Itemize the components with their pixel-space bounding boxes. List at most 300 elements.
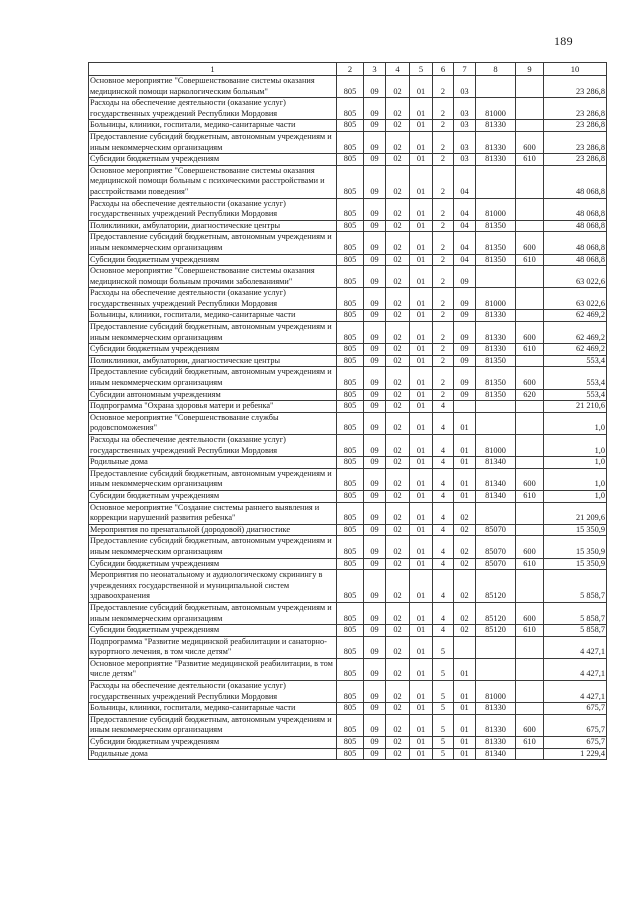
- table-row: [89, 288, 607, 310]
- cell-subsection-code: 02: [386, 288, 410, 310]
- cell-expense-type-code: [516, 120, 544, 132]
- cell-activity-code: 01: [454, 714, 476, 736]
- cell-admin-code: 805: [337, 310, 364, 322]
- cell-section-code: 09: [364, 558, 386, 570]
- cell-program-code: 01: [410, 457, 433, 469]
- cell-amount: 62 469,2: [544, 310, 607, 322]
- cell-row-name: Мероприятия по неонатальному и аудиологическому скринингу в учреждениях государственной и муниципальной систем здравоохранения: [89, 570, 337, 603]
- cell-admin-code: 805: [337, 232, 364, 254]
- cell-subsection-code: 02: [386, 198, 410, 220]
- column-header: 7: [454, 63, 476, 76]
- cell-subsection-code: 02: [386, 412, 410, 434]
- cell-amount: 63 022,6: [544, 266, 607, 288]
- cell-direction-code: 81000: [476, 435, 516, 457]
- cell-direction-code: 81330: [476, 714, 516, 736]
- cell-activity-code: 09: [454, 344, 476, 356]
- cell-program-code: 01: [410, 412, 433, 434]
- cell-activity-code: 09: [454, 367, 476, 389]
- cell-expense-type-code: 600: [516, 322, 544, 344]
- cell-section-code: 09: [364, 524, 386, 536]
- cell-amount: 23 286,8: [544, 76, 607, 98]
- cell-program-code: 01: [410, 490, 433, 502]
- cell-section-code: 09: [364, 310, 386, 322]
- cell-expense-type-code: 610: [516, 154, 544, 166]
- cell-subsection-code: 02: [386, 131, 410, 153]
- cell-row-name: Предоставление субсидий бюджетным, автономным учреждениям и иным некоммерческим организациям: [89, 602, 337, 624]
- cell-subprogram-code: 2: [433, 288, 454, 310]
- table-row: [89, 536, 607, 558]
- cell-amount: 1,0: [544, 490, 607, 502]
- cell-subsection-code: 02: [386, 344, 410, 356]
- cell-subsection-code: 02: [386, 536, 410, 558]
- cell-amount: 23 286,8: [544, 154, 607, 166]
- cell-subsection-code: 02: [386, 98, 410, 120]
- cell-expense-type-code: [516, 457, 544, 469]
- cell-subsection-code: 02: [386, 232, 410, 254]
- cell-direction-code: 85070: [476, 536, 516, 558]
- cell-subsection-code: 02: [386, 220, 410, 232]
- column-header: 3: [364, 63, 386, 76]
- cell-section-code: 09: [364, 198, 386, 220]
- cell-subprogram-code: 5: [433, 681, 454, 703]
- table-row: [89, 570, 607, 603]
- cell-subsection-code: 02: [386, 602, 410, 624]
- cell-direction-code: 81350: [476, 389, 516, 401]
- cell-section-code: 09: [364, 220, 386, 232]
- cell-subprogram-code: 2: [433, 76, 454, 98]
- cell-subprogram-code: 5: [433, 636, 454, 658]
- cell-program-code: 01: [410, 602, 433, 624]
- cell-expense-type-code: 610: [516, 558, 544, 570]
- cell-direction-code: 81350: [476, 220, 516, 232]
- cell-expense-type-code: 610: [516, 254, 544, 266]
- cell-subsection-code: 02: [386, 154, 410, 166]
- cell-row-name: Больницы, клиники, госпитали, медико-санитарные части: [89, 703, 337, 715]
- cell-row-name: Предоставление субсидий бюджетным, автономным учреждениям и иным некоммерческим организациям: [89, 536, 337, 558]
- table-header-row: [89, 63, 607, 76]
- cell-row-name: Расходы на обеспечение деятельности (оказание услуг) государственных учреждений Республики Мордовия: [89, 98, 337, 120]
- cell-section-code: 09: [364, 322, 386, 344]
- cell-section-code: 09: [364, 681, 386, 703]
- cell-subsection-code: 02: [386, 389, 410, 401]
- cell-section-code: 09: [364, 703, 386, 715]
- cell-subprogram-code: 4: [433, 468, 454, 490]
- cell-direction-code: 81350: [476, 367, 516, 389]
- cell-admin-code: 805: [337, 154, 364, 166]
- cell-direction-code: 81000: [476, 98, 516, 120]
- cell-amount: 5 858,7: [544, 602, 607, 624]
- cell-subprogram-code: 2: [433, 232, 454, 254]
- cell-direction-code: 81330: [476, 131, 516, 153]
- cell-program-code: 01: [410, 220, 433, 232]
- cell-program-code: 01: [410, 198, 433, 220]
- cell-amount: 63 022,6: [544, 288, 607, 310]
- cell-direction-code: 81330: [476, 703, 516, 715]
- cell-subsection-code: 02: [386, 703, 410, 715]
- cell-row-name: Субсидии бюджетным учреждениям: [89, 737, 337, 749]
- cell-section-code: 09: [364, 536, 386, 558]
- table-row: [89, 76, 607, 98]
- table-row: [89, 220, 607, 232]
- cell-subprogram-code: 2: [433, 344, 454, 356]
- cell-expense-type-code: [516, 524, 544, 536]
- cell-subprogram-code: 4: [433, 625, 454, 637]
- table-row: [89, 310, 607, 322]
- cell-section-code: 09: [364, 120, 386, 132]
- column-header: 4: [386, 63, 410, 76]
- cell-subprogram-code: 2: [433, 165, 454, 198]
- cell-expense-type-code: 610: [516, 344, 544, 356]
- cell-section-code: 09: [364, 748, 386, 760]
- cell-expense-type-code: [516, 98, 544, 120]
- table-row: [89, 558, 607, 570]
- cell-direction-code: [476, 266, 516, 288]
- cell-subsection-code: 02: [386, 558, 410, 570]
- cell-amount: 48 068,8: [544, 220, 607, 232]
- cell-subprogram-code: 4: [433, 435, 454, 457]
- cell-expense-type-code: 610: [516, 625, 544, 637]
- cell-expense-type-code: 620: [516, 389, 544, 401]
- cell-row-name: Расходы на обеспечение деятельности (оказание услуг) государственных учреждений Республики Мордовия: [89, 198, 337, 220]
- table-row: [89, 198, 607, 220]
- cell-activity-code: [454, 636, 476, 658]
- cell-program-code: 01: [410, 570, 433, 603]
- cell-admin-code: 805: [337, 367, 364, 389]
- cell-subsection-code: 02: [386, 322, 410, 344]
- cell-subsection-code: 02: [386, 120, 410, 132]
- cell-direction-code: 85070: [476, 558, 516, 570]
- column-header: 8: [476, 63, 516, 76]
- cell-section-code: 09: [364, 401, 386, 413]
- cell-direction-code: [476, 76, 516, 98]
- cell-program-code: 01: [410, 367, 433, 389]
- cell-program-code: 01: [410, 344, 433, 356]
- cell-row-name: Поликлиники, амбулатории, диагностические центры: [89, 355, 337, 367]
- cell-subprogram-code: 4: [433, 536, 454, 558]
- cell-amount: 23 286,8: [544, 131, 607, 153]
- cell-subprogram-code: 4: [433, 558, 454, 570]
- cell-subsection-code: 02: [386, 165, 410, 198]
- cell-section-code: 09: [364, 165, 386, 198]
- table-row: [89, 636, 607, 658]
- cell-activity-code: 03: [454, 98, 476, 120]
- cell-expense-type-code: [516, 435, 544, 457]
- cell-program-code: 01: [410, 703, 433, 715]
- cell-activity-code: 03: [454, 76, 476, 98]
- cell-amount: 1,0: [544, 435, 607, 457]
- cell-admin-code: 805: [337, 98, 364, 120]
- cell-row-name: Предоставление субсидий бюджетным, автономным учреждениям и иным некоммерческим организациям: [89, 322, 337, 344]
- cell-section-code: 09: [364, 232, 386, 254]
- cell-section-code: 09: [364, 131, 386, 153]
- table-row: [89, 154, 607, 166]
- cell-program-code: 01: [410, 636, 433, 658]
- cell-activity-code: 09: [454, 322, 476, 344]
- cell-program-code: 01: [410, 266, 433, 288]
- cell-amount: 553,4: [544, 367, 607, 389]
- cell-section-code: 09: [364, 737, 386, 749]
- table-row: [89, 401, 607, 413]
- cell-admin-code: 805: [337, 502, 364, 524]
- cell-activity-code: 09: [454, 355, 476, 367]
- cell-admin-code: 805: [337, 636, 364, 658]
- cell-amount: 675,7: [544, 703, 607, 715]
- cell-amount: 21 209,6: [544, 502, 607, 524]
- cell-expense-type-code: [516, 703, 544, 715]
- cell-admin-code: 805: [337, 120, 364, 132]
- cell-direction-code: [476, 658, 516, 680]
- cell-amount: 1,0: [544, 457, 607, 469]
- cell-subprogram-code: 5: [433, 658, 454, 680]
- cell-row-name: Основное мероприятие "Создание системы раннего выявления и коррекции нарушений развития ребенка": [89, 502, 337, 524]
- cell-program-code: 01: [410, 658, 433, 680]
- cell-amount: 4 427,1: [544, 658, 607, 680]
- cell-subsection-code: 02: [386, 435, 410, 457]
- cell-activity-code: 02: [454, 502, 476, 524]
- cell-admin-code: 805: [337, 625, 364, 637]
- cell-row-name: Предоставление субсидий бюджетным, автономным учреждениям и иным некоммерческим организациям: [89, 468, 337, 490]
- cell-section-code: 09: [364, 490, 386, 502]
- cell-admin-code: 805: [337, 536, 364, 558]
- table-row: [89, 254, 607, 266]
- cell-section-code: 09: [364, 266, 386, 288]
- cell-row-name: Предоставление субсидий бюджетным, автономным учреждениям и иным некоммерческим организациям: [89, 714, 337, 736]
- cell-amount: 48 068,8: [544, 165, 607, 198]
- cell-amount: 48 068,8: [544, 232, 607, 254]
- cell-program-code: 01: [410, 435, 433, 457]
- cell-activity-code: [454, 401, 476, 413]
- cell-admin-code: 805: [337, 748, 364, 760]
- cell-subprogram-code: 2: [433, 98, 454, 120]
- cell-subsection-code: 02: [386, 748, 410, 760]
- cell-direction-code: 85120: [476, 602, 516, 624]
- cell-activity-code: 02: [454, 558, 476, 570]
- column-header: 5: [410, 63, 433, 76]
- cell-amount: 1,0: [544, 412, 607, 434]
- cell-activity-code: 01: [454, 412, 476, 434]
- cell-program-code: 01: [410, 254, 433, 266]
- cell-activity-code: 09: [454, 266, 476, 288]
- cell-direction-code: 85070: [476, 524, 516, 536]
- cell-program-code: 01: [410, 748, 433, 760]
- cell-section-code: 09: [364, 714, 386, 736]
- cell-row-name: Основное мероприятие "Совершенствование системы оказания медицинской помощи наркологическим больным": [89, 76, 337, 98]
- cell-subsection-code: 02: [386, 76, 410, 98]
- cell-admin-code: 805: [337, 76, 364, 98]
- cell-amount: 15 350,9: [544, 524, 607, 536]
- cell-subsection-code: 02: [386, 490, 410, 502]
- cell-section-code: 09: [364, 389, 386, 401]
- cell-expense-type-code: 600: [516, 602, 544, 624]
- cell-row-name: Основное мероприятие "Совершенствование системы оказания медицинской помощи больным прочими заболеваниями": [89, 266, 337, 288]
- cell-amount: 4 427,1: [544, 636, 607, 658]
- cell-program-code: 01: [410, 76, 433, 98]
- table-row: [89, 344, 607, 356]
- cell-admin-code: 805: [337, 602, 364, 624]
- cell-row-name: Предоставление субсидий бюджетным, автономным учреждениям и иным некоммерческим организациям: [89, 367, 337, 389]
- cell-direction-code: 81000: [476, 288, 516, 310]
- cell-subsection-code: 02: [386, 636, 410, 658]
- table-row: [89, 412, 607, 434]
- cell-program-code: 01: [410, 401, 433, 413]
- cell-subprogram-code: 5: [433, 748, 454, 760]
- cell-activity-code: 04: [454, 198, 476, 220]
- cell-activity-code: 03: [454, 154, 476, 166]
- page-number: 189: [554, 34, 573, 48]
- cell-admin-code: 805: [337, 737, 364, 749]
- cell-section-code: 09: [364, 435, 386, 457]
- cell-row-name: Расходы на обеспечение деятельности (оказание услуг) государственных учреждений Республики Мордовия: [89, 288, 337, 310]
- cell-activity-code: 02: [454, 536, 476, 558]
- cell-activity-code: 01: [454, 457, 476, 469]
- cell-section-code: 09: [364, 154, 386, 166]
- cell-section-code: 09: [364, 98, 386, 120]
- cell-program-code: 01: [410, 322, 433, 344]
- cell-section-code: 09: [364, 636, 386, 658]
- cell-expense-type-code: [516, 76, 544, 98]
- cell-expense-type-code: [516, 748, 544, 760]
- cell-expense-type-code: [516, 681, 544, 703]
- budget-table: [88, 62, 607, 760]
- cell-program-code: 01: [410, 502, 433, 524]
- cell-activity-code: 02: [454, 570, 476, 603]
- cell-expense-type-code: 600: [516, 367, 544, 389]
- cell-program-code: 01: [410, 468, 433, 490]
- cell-activity-code: 01: [454, 435, 476, 457]
- cell-subprogram-code: 4: [433, 457, 454, 469]
- table-row: [89, 435, 607, 457]
- table-row: [89, 714, 607, 736]
- cell-subprogram-code: 4: [433, 401, 454, 413]
- cell-row-name: Субсидии бюджетным учреждениям: [89, 344, 337, 356]
- cell-admin-code: 805: [337, 703, 364, 715]
- cell-activity-code: 02: [454, 625, 476, 637]
- cell-row-name: Субсидии автономным учреждениям: [89, 389, 337, 401]
- cell-admin-code: 805: [337, 490, 364, 502]
- cell-direction-code: [476, 412, 516, 434]
- cell-expense-type-code: [516, 636, 544, 658]
- cell-program-code: 01: [410, 737, 433, 749]
- cell-subsection-code: 02: [386, 310, 410, 322]
- cell-expense-type-code: [516, 658, 544, 680]
- cell-row-name: Подпрограмма "Охрана здоровья матери и ребенка": [89, 401, 337, 413]
- cell-subsection-code: 02: [386, 457, 410, 469]
- cell-subprogram-code: 2: [433, 198, 454, 220]
- cell-admin-code: 805: [337, 288, 364, 310]
- cell-activity-code: 04: [454, 232, 476, 254]
- cell-row-name: Расходы на обеспечение деятельности (оказание услуг) государственных учреждений Республики Мордовия: [89, 681, 337, 703]
- cell-admin-code: 805: [337, 254, 364, 266]
- cell-amount: 21 210,6: [544, 401, 607, 413]
- cell-activity-code: 01: [454, 468, 476, 490]
- cell-program-code: 01: [410, 714, 433, 736]
- table-row: [89, 457, 607, 469]
- cell-program-code: 01: [410, 131, 433, 153]
- table-row: [89, 602, 607, 624]
- cell-direction-code: 81350: [476, 355, 516, 367]
- cell-subsection-code: 02: [386, 355, 410, 367]
- cell-direction-code: [476, 165, 516, 198]
- cell-subsection-code: 02: [386, 524, 410, 536]
- cell-amount: 675,7: [544, 714, 607, 736]
- cell-program-code: 01: [410, 120, 433, 132]
- cell-amount: 5 858,7: [544, 625, 607, 637]
- cell-admin-code: 805: [337, 198, 364, 220]
- cell-subprogram-code: 2: [433, 154, 454, 166]
- cell-row-name: Предоставление субсидий бюджетным, автономным учреждениям и иным некоммерческим организациям: [89, 131, 337, 153]
- cell-row-name: Предоставление субсидий бюджетным, автономным учреждениям и иным некоммерческим организациям: [89, 232, 337, 254]
- cell-subsection-code: 02: [386, 401, 410, 413]
- table-row: [89, 322, 607, 344]
- cell-admin-code: 805: [337, 658, 364, 680]
- cell-subsection-code: 02: [386, 266, 410, 288]
- cell-program-code: 01: [410, 154, 433, 166]
- cell-subsection-code: 02: [386, 737, 410, 749]
- cell-row-name: Больницы, клиники, госпитали, медико-санитарные части: [89, 310, 337, 322]
- cell-direction-code: 81350: [476, 254, 516, 266]
- cell-activity-code: 02: [454, 524, 476, 536]
- cell-expense-type-code: [516, 266, 544, 288]
- cell-admin-code: 805: [337, 220, 364, 232]
- cell-row-name: Подпрограмма "Развитие медицинской реабилитации и санаторно-курортного лечения, в том числе детям": [89, 636, 337, 658]
- cell-row-name: Субсидии бюджетным учреждениям: [89, 254, 337, 266]
- cell-program-code: 01: [410, 165, 433, 198]
- table-row: [89, 131, 607, 153]
- cell-program-code: 01: [410, 310, 433, 322]
- table-row: [89, 681, 607, 703]
- cell-section-code: 09: [364, 412, 386, 434]
- cell-subprogram-code: 2: [433, 220, 454, 232]
- cell-admin-code: 805: [337, 558, 364, 570]
- cell-expense-type-code: 600: [516, 232, 544, 254]
- cell-subsection-code: 02: [386, 468, 410, 490]
- cell-row-name: Субсидии бюджетным учреждениям: [89, 154, 337, 166]
- table-row: [89, 389, 607, 401]
- cell-direction-code: [476, 636, 516, 658]
- cell-admin-code: 805: [337, 412, 364, 434]
- cell-row-name: Поликлиники, амбулатории, диагностические центры: [89, 220, 337, 232]
- cell-subprogram-code: 2: [433, 266, 454, 288]
- cell-row-name: Субсидии бюджетным учреждениям: [89, 558, 337, 570]
- cell-amount: 62 469,2: [544, 322, 607, 344]
- table-row: [89, 355, 607, 367]
- cell-expense-type-code: 600: [516, 536, 544, 558]
- cell-direction-code: 81330: [476, 154, 516, 166]
- column-header: 6: [433, 63, 454, 76]
- cell-row-name: Основное мероприятие "Совершенствование службы родовспоможения": [89, 412, 337, 434]
- cell-amount: 4 427,1: [544, 681, 607, 703]
- cell-direction-code: 85120: [476, 570, 516, 603]
- cell-subprogram-code: 2: [433, 120, 454, 132]
- cell-admin-code: 805: [337, 322, 364, 344]
- cell-section-code: 09: [364, 76, 386, 98]
- cell-section-code: 09: [364, 254, 386, 266]
- cell-row-name: Расходы на обеспечение деятельности (оказание услуг) государственных учреждений Республики Мордовия: [89, 435, 337, 457]
- cell-activity-code: 03: [454, 131, 476, 153]
- cell-amount: 553,4: [544, 389, 607, 401]
- cell-amount: 23 286,8: [544, 98, 607, 120]
- cell-admin-code: 805: [337, 266, 364, 288]
- table-row: [89, 98, 607, 120]
- table-row: [89, 737, 607, 749]
- cell-subprogram-code: 4: [433, 570, 454, 603]
- cell-amount: 15 350,9: [544, 558, 607, 570]
- cell-subprogram-code: 2: [433, 322, 454, 344]
- cell-amount: 48 068,8: [544, 198, 607, 220]
- cell-admin-code: 805: [337, 524, 364, 536]
- cell-amount: 675,7: [544, 737, 607, 749]
- cell-expense-type-code: [516, 220, 544, 232]
